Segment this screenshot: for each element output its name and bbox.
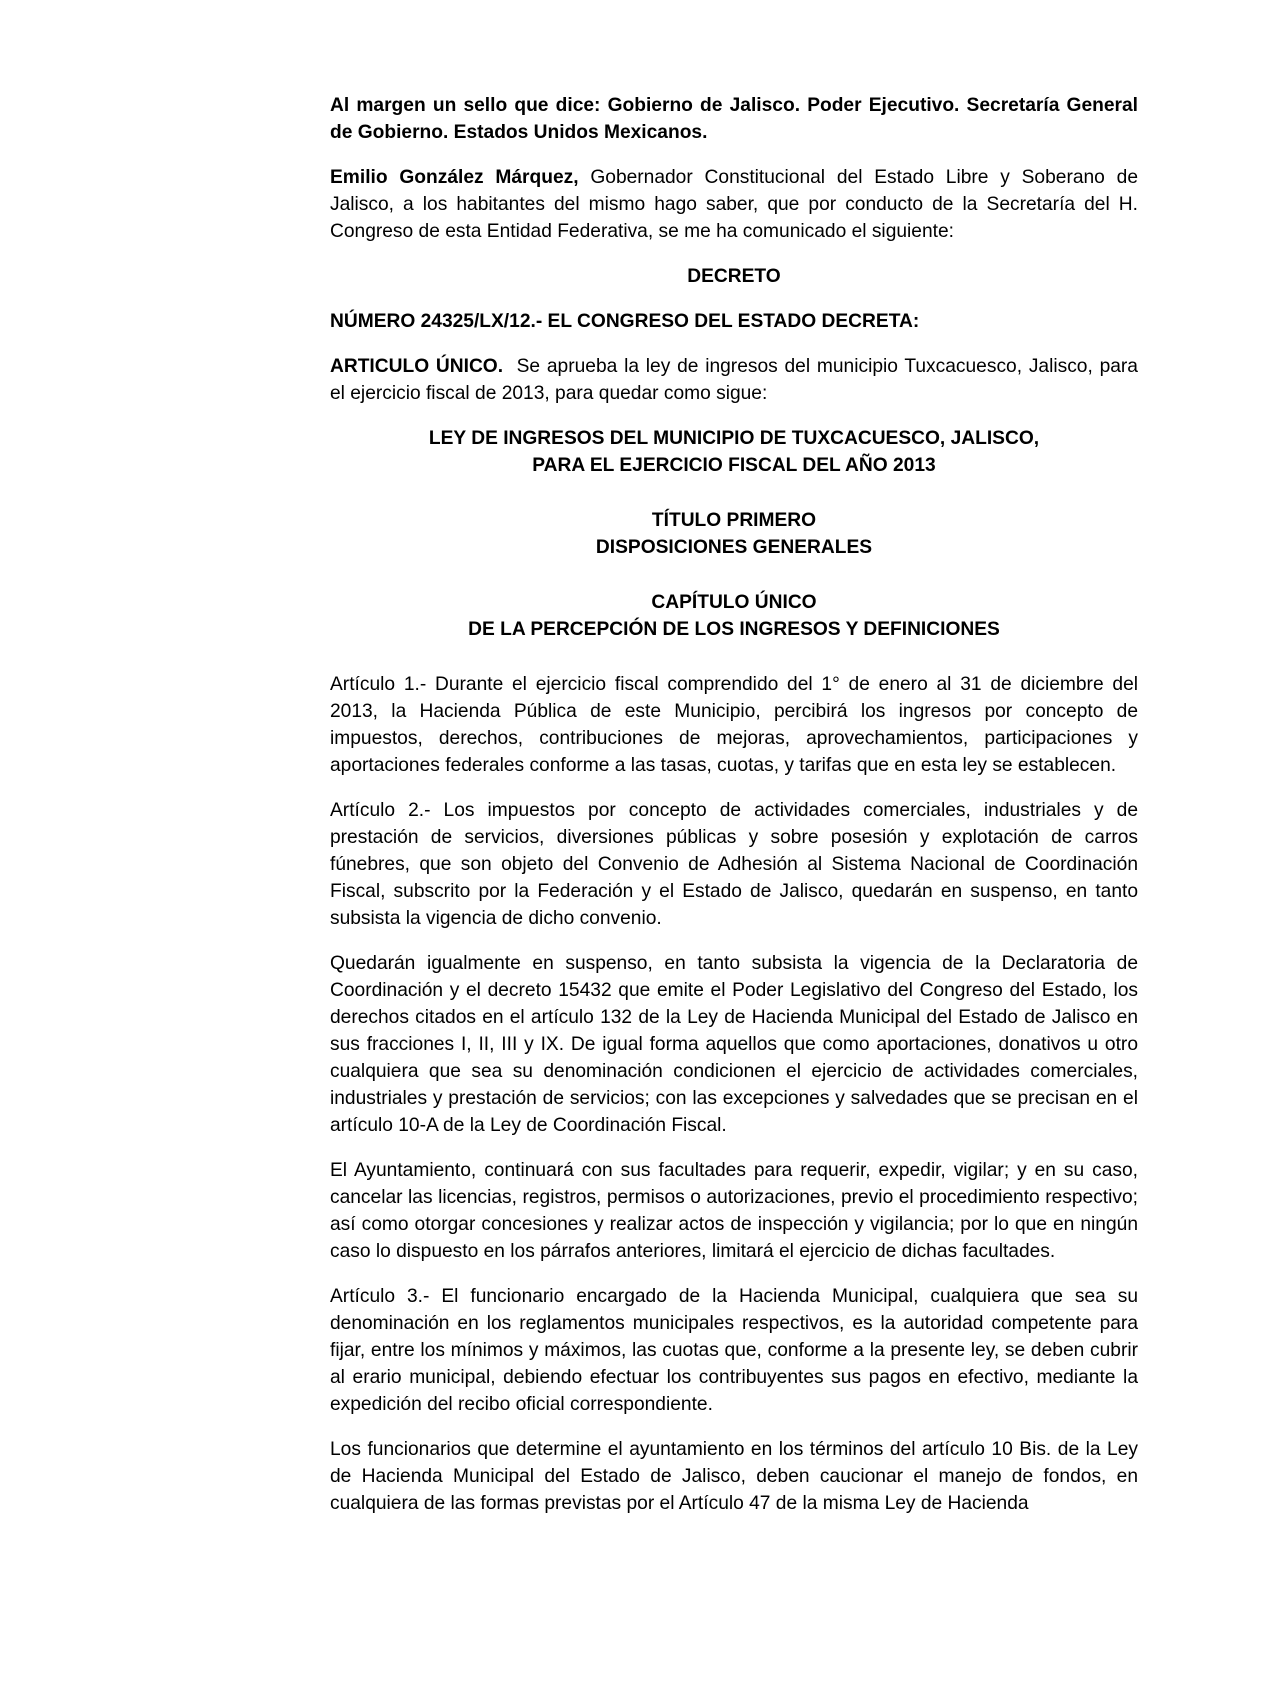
titulo-line-1: TÍTULO PRIMERO — [651, 510, 817, 531]
law-title — [330, 425, 1138, 479]
titulo-heading — [330, 507, 1138, 561]
articulo-unico-label: ARTICULO ÚNICO. — [330, 356, 504, 377]
capitulo-heading — [330, 589, 1138, 643]
decree-number: NÚMERO 24325/LX/12.- EL CONGRESO DEL ESTADO DECRETA: — [330, 311, 920, 332]
intro-paragraph — [330, 164, 1138, 245]
intro-text: Gobernador Constitucional del Estado Libre y Soberano de Jalisco, a los habitantes del mismo hago saber, que por conducto de la Secretaría del H. Congreso de esta Entidad Federativa, se me ha comunicado el siguiente: — [330, 167, 1138, 242]
paragraph-articulo-1: Artículo 1.- Durante el ejercicio fiscal comprendido del 1° de enero al 31 de diciembre del 2013, la Hacienda Pública de este Municipio, percibirá los ingresos por concepto de impuestos, derechos, contribuciones de mejoras, aprovechamientos, participaciones y aportaciones federales conforme a las tasas, cuotas, y tarifas que en esta ley se establecen. — [330, 674, 1138, 776]
paragraph-ayuntamiento: El Ayuntamiento, continuará con sus facultades para requerir, expedir, vigilar; y en su caso, cancelar las licencias, registros, permisos o autorizaciones, previo el procedimiento respectivo; así como otorgar concesiones y realizar actos de inspección y vigilancia; por lo que en ningún caso lo dispuesto en los párrafos anteriores, limitará el ejercicio de dichas facultades. — [330, 1160, 1138, 1262]
capitulo-line-1: CAPÍTULO ÚNICO — [651, 592, 817, 613]
law-title-line-1: LEY DE INGRESOS DEL MUNICIPIO DE TUXCACUESCO, JALISCO, — [428, 428, 1040, 449]
articulo-unico-text: Se aprueba la ley de ingresos del municipio Tuxcacuesco, Jalisco, para el ejercicio fiscal de 2013, para quedar como sigue: — [330, 356, 1144, 404]
header-stamp-text: Al margen un sello que dice: Gobierno de Jalisco. Poder Ejecutivo. Secretaría General de Gobierno. Estados Unidos Mexicanos. — [330, 95, 1138, 143]
document-page — [330, 92, 1144, 1535]
titulo-line-2: DISPOSICIONES GENERALES — [595, 537, 873, 558]
articulo-unico-paragraph — [330, 353, 1144, 407]
capitulo-line-2: DE LA PERCEPCIÓN DE LOS INGRESOS Y DEFINICIONES — [468, 619, 1000, 640]
paragraph-articulo-3: Artículo 3.- El funcionario encargado de la Hacienda Municipal, cualquiera que sea su denominación en los reglamentos municipales respectivos, es la autoridad competente para fijar, entre los mínimos y máximos, las cuotas que, conforme a la presente ley, se deben cubrir al erario municipal, debiendo efectuar los contribuyentes sus pagos en efectivo, mediante la expedición del recibo oficial correspondiente. — [330, 1286, 1138, 1415]
law-title-line-2: PARA EL EJERCICIO FISCAL DEL AÑO 2013 — [532, 455, 936, 476]
paragraph-funcionarios: Los funcionarios que determine el ayuntamiento en los términos del artículo 10 Bis. de la Ley de Hacienda Municipal del Estado de Jalisco, deben caucionar el manejo de fondos, en cualquiera de las formas previstas por el Artículo 47 de la misma Ley de Hacienda — [330, 1439, 1138, 1514]
decreto-heading: DECRETO — [687, 266, 781, 287]
paragraph-suspenso: Quedarán igualmente en suspenso, en tanto subsista la vigencia de la Declaratoria de Coordinación y el decreto 15432 que emite el Poder Legislativo del Congreso del Estado, los derechos citados en el artículo 132 de la Ley de Hacienda Municipal del Estado de Jalisco en sus fracciones I, II, III y IX. De igual forma aquellos que como aportaciones, donativos u otro cualquiera que sea su denominación condicionen el ejercicio de actividades comerciales, industriales y prestación de servicios; con las excepciones y salvedades que se precisan en el artículo 10-A de la Ley de Coordinación Fiscal. — [330, 953, 1138, 1136]
governor-name: Emilio González Márquez, — [330, 167, 579, 188]
paragraph-articulo-2: Artículo 2.- Los impuestos por concepto de actividades comerciales, industriales y de prestación de servicios, diversiones públicas y sobre posesión y explotación de carros fúnebres, que son objeto del Convenio de Adhesión al Sistema Nacional de Coordinación Fiscal, subscrito por la Federación y el Estado de Jalisco, quedarán en suspenso, en tanto subsista la vigencia de dicho convenio. — [330, 800, 1138, 929]
